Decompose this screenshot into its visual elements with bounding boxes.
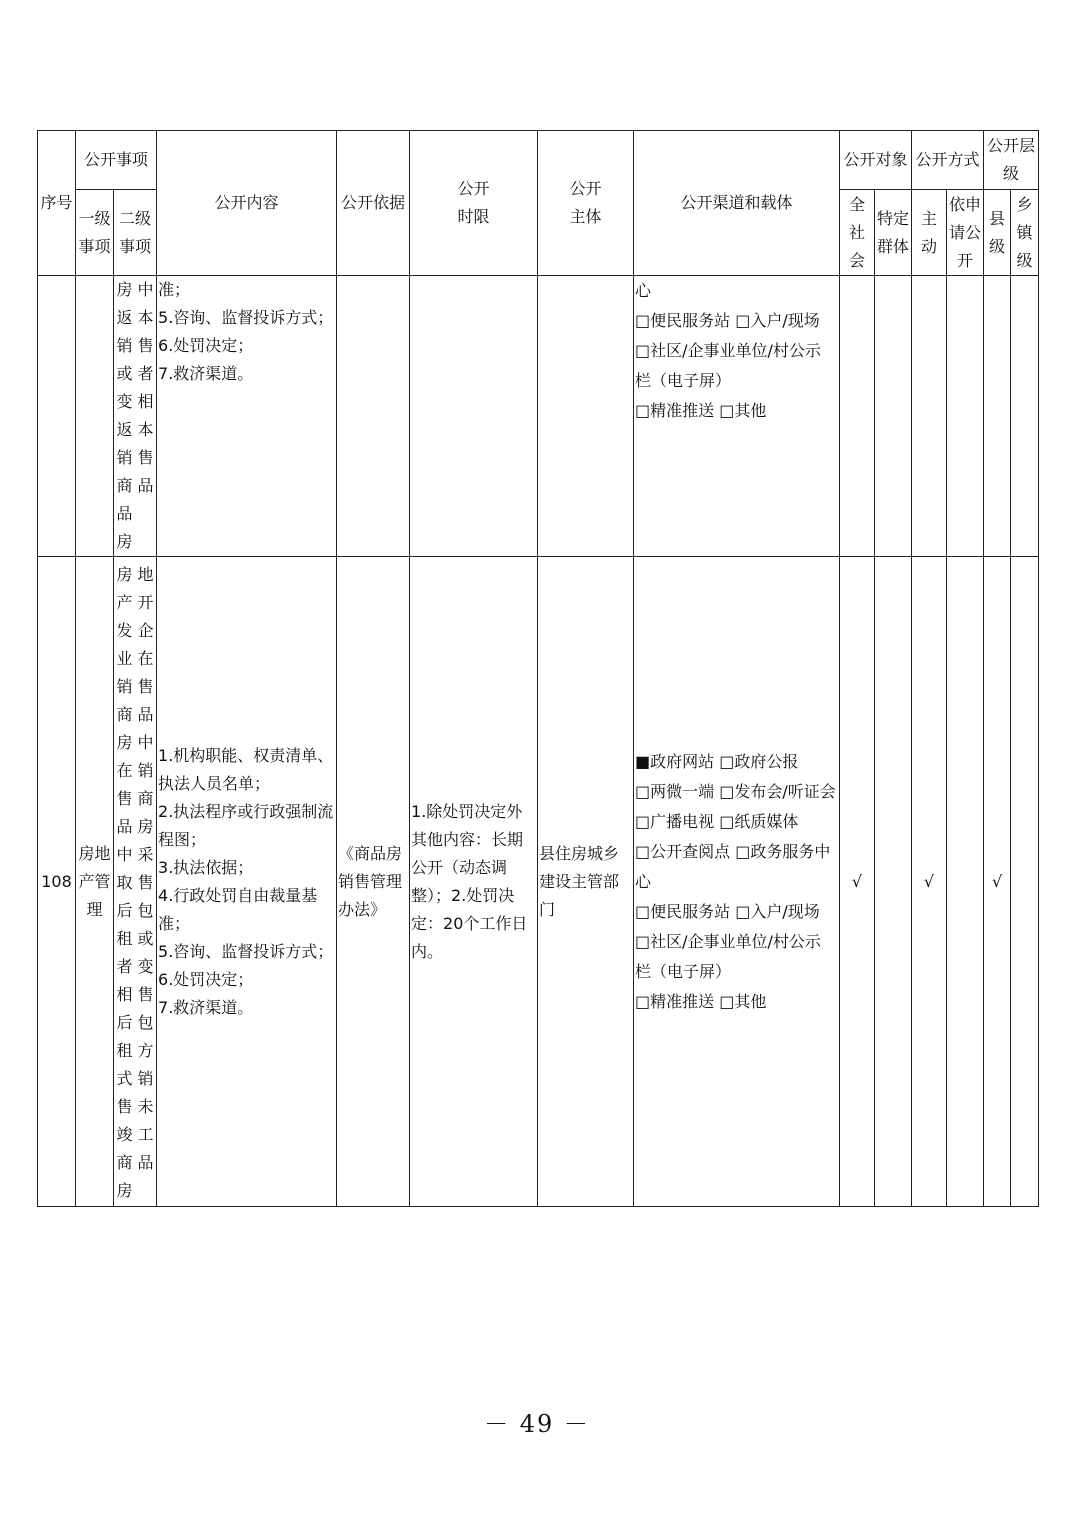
channel-line: ■政府网站 □政府公报	[635, 751, 799, 771]
header-seq: 序号	[38, 131, 76, 276]
content-line: 1.机构职能、权责清单、执法人员名单；	[158, 745, 334, 793]
row-level2-col-a: 房返销或变返销商品房	[116, 280, 133, 551]
channel-line: 心	[635, 281, 652, 300]
content-line: 5.咨询、监督投诉方式；	[158, 941, 334, 961]
row-channel	[634, 557, 840, 1207]
row-subject	[538, 276, 634, 557]
row-timelimit: 1.除处罚决定外其他内容：长期公开（动态调整）；2.处罚决定：20个工作日内。	[410, 557, 538, 1207]
content-line: 7.救济渠道。	[158, 997, 254, 1017]
row-tier-county	[984, 276, 1011, 557]
row-level2	[114, 557, 157, 1207]
channel-line: □公开查阅点 □政务服务中心	[635, 841, 831, 891]
content-line: 5.咨询、监督投诉方式；	[158, 308, 334, 327]
row-level2-col-b: 中本售者相本售品	[137, 280, 154, 495]
content-line: 准；	[158, 280, 191, 299]
row-level2	[114, 276, 157, 557]
row-level1: 房地产管理	[76, 557, 114, 1207]
content-line: 4.行政处罚自由裁量基准；	[158, 885, 318, 933]
row-mode-apply	[947, 557, 984, 1207]
row-target-all: √	[840, 557, 875, 1207]
page-number: － 49 －	[484, 1410, 590, 1438]
content-line: 2.执法程序或行政强制流程图；	[158, 801, 334, 849]
row-mode-apply	[947, 276, 984, 557]
header-basis: 公开依据	[337, 131, 410, 276]
channel-line: 栏（电子屏）	[635, 961, 732, 981]
channel-line: □社区/企事业单位/村公示	[635, 931, 821, 951]
header-level1: 一级事项	[76, 190, 114, 276]
row-content	[157, 557, 337, 1207]
row-seq: 108	[38, 557, 76, 1207]
table-row	[38, 276, 1039, 557]
row-basis	[337, 276, 410, 557]
header-content: 公开内容	[157, 131, 337, 276]
header-mode-apply: 依申请公开	[947, 190, 984, 276]
channel-line: □精准推送 □其他	[635, 991, 767, 1011]
channel-line: □两微一端 □发布会/听证会	[635, 781, 836, 801]
header-tier: 公开层级	[984, 131, 1039, 190]
header-timelimit: 公开时限	[410, 131, 538, 276]
row-channel	[634, 276, 840, 557]
header-tier-town: 乡镇级	[1011, 190, 1039, 276]
header-subject: 公开主体	[538, 131, 634, 276]
row-target-group	[875, 276, 912, 557]
header-target-group: 特定群体	[875, 190, 912, 276]
row-mode-active	[912, 276, 947, 557]
header-matter: 公开事项	[76, 131, 157, 190]
row-level1	[76, 276, 114, 557]
header-mode-active: 主动	[912, 190, 947, 276]
row-tier-town	[1011, 557, 1039, 1207]
row-content	[157, 276, 337, 557]
row-level2-col-a: 房产发业销商房在售品中取后租者相后租式售竣商房	[116, 565, 133, 1200]
channel-line: □精准推送 □其他	[635, 401, 767, 420]
row-basis: 《商品房销售管理办法》	[337, 557, 410, 1207]
content-line: 3.执法依据；	[158, 857, 254, 877]
header-level2: 二级事项	[114, 190, 157, 276]
row-target-group	[875, 557, 912, 1207]
header-channel: 公开渠道和载体	[634, 131, 840, 276]
channel-line: □社区/企事业单位/村公示	[635, 341, 821, 360]
channel-line: □便民服务站 □入户/现场	[635, 311, 820, 330]
row-timelimit	[410, 276, 538, 557]
content-line: 6.处罚决定；	[158, 336, 254, 355]
header-mode: 公开方式	[912, 131, 984, 190]
row-mode-active: √	[912, 557, 947, 1207]
channel-line: 栏（电子屏）	[635, 371, 732, 390]
table-row	[38, 557, 1039, 1207]
content-line: 7.救济渠道。	[158, 364, 254, 383]
row-level2-col-b: 地开企在售品中销商房采售包或变售包方销未工品	[137, 565, 154, 1172]
row-tier-county: √	[984, 557, 1011, 1207]
header-tier-county: 县级	[984, 190, 1011, 276]
row-seq	[38, 276, 76, 557]
disclosure-table	[37, 130, 1039, 1207]
header-target-all: 全社会	[840, 190, 875, 276]
row-subject: 县住房城乡建设主管部门	[538, 557, 634, 1207]
channel-line: □广播电视 □纸质媒体	[635, 811, 799, 831]
row-target-all	[840, 276, 875, 557]
header-target: 公开对象	[840, 131, 912, 190]
row-tier-town	[1011, 276, 1039, 557]
content-line: 6.处罚决定；	[158, 969, 254, 989]
channel-line: □便民服务站 □入户/现场	[635, 901, 820, 921]
